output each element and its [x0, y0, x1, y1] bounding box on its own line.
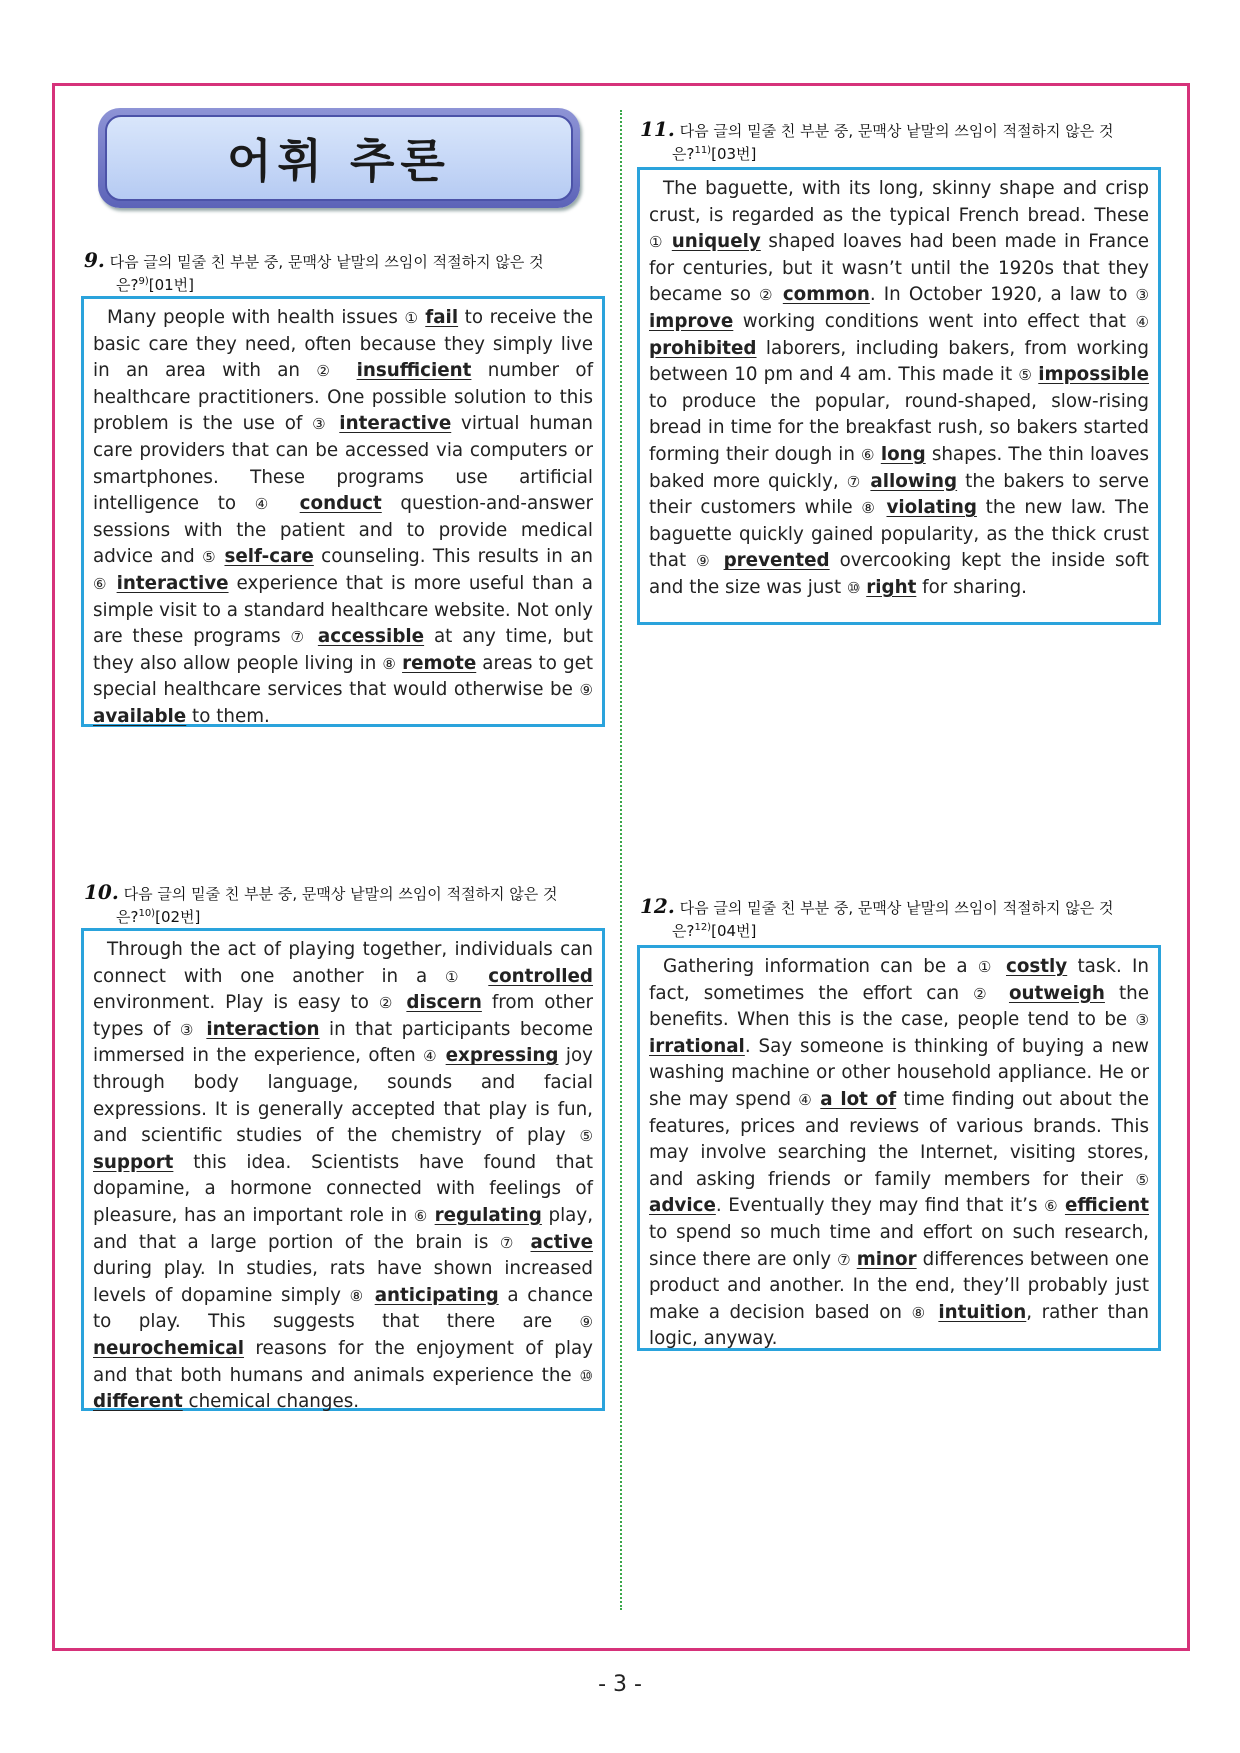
- underlined-word: insufficient: [356, 360, 472, 382]
- underlined-word: expressing: [445, 1045, 559, 1067]
- underlined-word: fail: [425, 307, 459, 328]
- passage-segment: [109, 573, 117, 594]
- passage-segment: counseling. This results in an: [313, 546, 593, 568]
- underlined-word: outweigh: [1008, 982, 1105, 1004]
- choice-marker: ②: [378, 994, 397, 1013]
- underlined-word: interaction: [206, 1018, 320, 1040]
- question-ref: [04번]: [711, 922, 757, 940]
- choice-marker: ⑩: [579, 1366, 593, 1385]
- underlined-word: remote: [402, 652, 477, 674]
- question-ref: [02번]: [155, 908, 201, 926]
- underlined-word: prohibited: [649, 337, 757, 359]
- choice-marker: ①: [444, 967, 471, 986]
- underlined-word: accessible: [317, 626, 425, 648]
- passage-box-10: [81, 928, 605, 1411]
- passage-segment: time finding out about the features, prices and reviews of various brands. This may involve searching the Internet, visiting stores, and asking friends or family members for their: [649, 1088, 1149, 1190]
- passage-segment: [470, 966, 488, 987]
- question-prompt: 다음 글의 밑줄 친 부분 중, 문맥상 낱말의 쓰임이 적절하지 않은 것: [123, 885, 558, 903]
- section-title: 어휘 추론: [227, 134, 451, 188]
- choice-marker: ⑧: [911, 1303, 929, 1322]
- passage-segment: shaped loaves had been made in France for centuries, but it wasn’t until the 1920s that they became so: [649, 231, 1150, 306]
- passage-segment: to spend so much time and effort on such research, since there are only: [649, 1221, 1149, 1270]
- page-number: - 3 -: [598, 1672, 642, 1697]
- question-ref: [01번]: [148, 276, 194, 294]
- choice-marker: ②: [316, 362, 341, 381]
- passage-box-12: [637, 945, 1161, 1351]
- passage-segment: reasons for the enjoyment of play and that both humans and animals experience the: [93, 1337, 593, 1386]
- choice-marker: ⑦: [499, 1233, 520, 1252]
- underlined-word: right: [866, 576, 917, 598]
- underlined-word: controlled: [488, 965, 594, 987]
- footnote-mark: 12): [694, 922, 712, 933]
- passage-segment: [1058, 1195, 1065, 1216]
- underlined-word: uniquely: [671, 231, 761, 253]
- passage-segment: [664, 231, 672, 252]
- underlined-word: intuition: [938, 1301, 1027, 1323]
- question-prompt-cont: 은?: [116, 908, 139, 926]
- passage-segment: [428, 1205, 435, 1226]
- choice-marker: ③: [312, 415, 330, 434]
- passage-segment: Gathering information can be a: [663, 956, 978, 977]
- passage-segment: [519, 1232, 530, 1253]
- passage-segment: [396, 992, 406, 1013]
- question-10-header: [84, 882, 604, 927]
- passage-segment: task. In fact, sometimes the effort can: [649, 956, 1150, 1004]
- choice-marker: ⑤: [579, 1127, 593, 1146]
- underlined-word: violating: [886, 497, 977, 519]
- question-prompt-cont: 은?: [672, 145, 695, 163]
- passage-segment: shapes. The thin loaves baked more quickly,: [649, 443, 1150, 492]
- choice-marker: ⑦: [290, 628, 309, 647]
- choice-marker: ⑨: [579, 1313, 593, 1332]
- underlined-word: neurochemical: [93, 1337, 245, 1359]
- passage-box-11: [637, 167, 1161, 625]
- question-prompt-cont: 은?: [116, 276, 139, 294]
- choice-marker: ④: [423, 1047, 439, 1066]
- passage-segment: play, and that a large portion of the brain is: [93, 1204, 593, 1253]
- passage-segment: [996, 956, 1006, 977]
- choice-marker: ⑧: [382, 654, 397, 673]
- passage-segment: the benefits. When this is the case, people tend to be: [649, 982, 1150, 1031]
- passage-segment: The baguette, with its long, skinny shape and crisp crust, is regarded as the typical French bread. These: [649, 178, 1149, 226]
- underlined-word: interactive: [339, 413, 452, 435]
- passage-segment: experience that is more useful than a simple visit to a standard healthcare website. Not only are these programs: [93, 572, 594, 648]
- passage-segment: [308, 626, 318, 647]
- underlined-word: different: [93, 1391, 183, 1413]
- choice-marker: ⑥: [413, 1206, 429, 1225]
- passage-segment: virtual human care providers that can be accessed via computers or smartphones. These programs use artificial intelligence to: [93, 413, 594, 515]
- question-9-header: [84, 250, 604, 295]
- choice-marker: ④: [798, 1090, 814, 1109]
- question-12-header: [640, 896, 1160, 941]
- choice-marker: ②: [973, 984, 995, 1003]
- question-prompt: 다음 글의 밑줄 친 부분 중, 문맥상 낱말의 쓰임이 적절하지 않은 것: [679, 899, 1114, 917]
- choice-marker: ⑤: [202, 548, 218, 567]
- choice-marker: ⑦: [846, 472, 863, 491]
- passage-segment: from other types of: [93, 992, 594, 1040]
- passage-segment: [281, 493, 300, 514]
- passage-segment: laborers, including bakers, from working between 10 pm and 4 am. This made it: [649, 337, 1149, 386]
- passage-segment: in that participants become immersed in the experience, often: [93, 1018, 594, 1067]
- choice-marker: ⑦: [837, 1250, 851, 1269]
- passage-segment: [197, 1019, 206, 1040]
- choice-marker: ⑨: [579, 681, 593, 700]
- passage-segment: [366, 1285, 375, 1306]
- underlined-word: discern: [406, 992, 482, 1014]
- passage-segment: to receive the basic care they need, often because they simply live in an area with an: [93, 307, 594, 382]
- passage-segment: question-and-answer sessions with the patient and to provide medical advice and: [93, 493, 594, 568]
- question-prompt-cont: 은?: [672, 922, 695, 940]
- passage-segment: [929, 1302, 939, 1323]
- passage-segment: the new law. The baguette quickly gained popularity, as the thick crust that: [649, 497, 1149, 572]
- underlined-word: impossible: [1038, 364, 1150, 386]
- question-11-header: [640, 119, 1160, 164]
- choice-marker: ③: [179, 1020, 197, 1039]
- choice-marker: ⑧: [861, 499, 878, 518]
- passage-segment: joy through body language, sounds and facial expressions. It is generally accepted that play is fun, and scientific studies of the chemistry of play: [93, 1045, 593, 1147]
- underlined-word: irrational: [649, 1035, 745, 1057]
- passage-segment: Through the act of playing together, individuals can connect with one another in a: [93, 939, 593, 987]
- passage-segment: Many people with health issues: [107, 307, 405, 328]
- choice-marker: ④: [1135, 312, 1149, 331]
- passage-segment: number of healthcare practitioners. One possible solution to this problem is the use of: [93, 360, 594, 435]
- passage-text: [649, 954, 1149, 1353]
- underlined-word: common: [782, 284, 870, 306]
- underlined-word: conduct: [299, 493, 382, 515]
- question-ref: [03번]: [711, 145, 757, 163]
- passage-segment: for sharing.: [916, 576, 1027, 598]
- passage-text: [93, 937, 593, 1416]
- choice-marker: ⑤: [1018, 366, 1033, 385]
- passage-segment: to them.: [186, 705, 270, 727]
- underlined-word: active: [530, 1231, 594, 1253]
- passage-segment: [438, 1045, 445, 1066]
- question-number: 11.: [640, 117, 675, 141]
- underlined-word: a lot of: [820, 1088, 897, 1110]
- underlined-word: efficient: [1064, 1195, 1149, 1217]
- passage-segment: , rather than logic, anyway.: [649, 1301, 1150, 1350]
- underlined-word: anticipating: [374, 1284, 499, 1306]
- passage-segment: to produce the popular, round-shaped, slow-rising bread in time for the breakfast rush, so bakers started forming their dough in: [649, 390, 1149, 465]
- question-prompt: 다음 글의 밑줄 친 부분 중, 문맥상 낱말의 쓰임이 적절하지 않은 것: [679, 122, 1114, 140]
- passage-segment: areas to get special healthcare services that would otherwise be: [93, 652, 593, 701]
- question-number: 10.: [84, 880, 119, 904]
- underlined-word: allowing: [870, 470, 958, 492]
- passage-segment: [330, 413, 340, 434]
- choice-marker: ③: [1135, 1011, 1149, 1030]
- passage-segment: . In October 1920, a law to: [869, 284, 1136, 306]
- choice-marker: ⑥: [93, 574, 109, 593]
- underlined-word: minor: [856, 1248, 917, 1270]
- question-prompt: 다음 글의 밑줄 친 부분 중, 문맥상 낱말의 쓰임이 적절하지 않은 것: [109, 253, 544, 271]
- passage-text: [649, 176, 1149, 602]
- passage-segment: . Say someone is thinking of buying a new washing machine or other household appliance. He or she may spend: [649, 1035, 1149, 1110]
- passage-segment: [714, 550, 724, 571]
- footnote-mark: 11): [694, 145, 712, 156]
- passage-segment: environment. Play is easy to: [93, 992, 379, 1014]
- choice-marker: ①: [977, 958, 996, 976]
- choice-marker: ④: [254, 495, 282, 514]
- footnote-mark: 10): [138, 908, 156, 919]
- passage-segment: chemical changes.: [182, 1391, 360, 1413]
- passage-segment: at any time, but they also allow people living in: [93, 626, 594, 674]
- choice-marker: ⑩: [846, 578, 861, 597]
- passage-segment: differences between one product and another. In the end, they’ll probably just make a decision based on: [649, 1248, 1149, 1323]
- choice-marker: ⑤: [1135, 1170, 1149, 1189]
- passage-segment: a chance to play. This suggests that there are: [93, 1284, 594, 1333]
- choice-marker: ⑥: [861, 445, 875, 464]
- passage-segment: [775, 284, 783, 305]
- underlined-word: long: [880, 443, 926, 465]
- question-number: 9.: [84, 248, 105, 272]
- passage-segment: [995, 983, 1009, 1004]
- question-number: 12.: [640, 894, 675, 918]
- underlined-word: available: [93, 705, 187, 727]
- choice-marker: ⑨: [696, 552, 714, 571]
- underlined-word: regulating: [434, 1204, 542, 1226]
- column-divider: [620, 110, 622, 1610]
- passage-segment: overcooking kept the inside soft and the size was just: [649, 550, 1150, 598]
- passage-segment: . Eventually they may find that it’s: [715, 1195, 1045, 1217]
- section-title-inner: [105, 115, 573, 201]
- underlined-word: self-care: [224, 546, 314, 568]
- passage-segment: working conditions went into effect that: [733, 310, 1136, 332]
- choice-marker: ⑥: [1044, 1197, 1059, 1216]
- footnote-mark: 9): [138, 276, 149, 287]
- choice-marker: ③: [1135, 286, 1149, 305]
- underlined-word: improve: [649, 310, 734, 332]
- underlined-word: advice: [649, 1195, 716, 1217]
- choice-marker: ⑧: [349, 1286, 366, 1305]
- passage-segment: this idea. Scientists have found that dopamine, a hormone connected with feelings of pleasure, has an important role in: [93, 1151, 593, 1226]
- passage-box-9: [81, 296, 605, 727]
- passage-segment: the bakers to serve their customers while: [649, 470, 1150, 519]
- underlined-word: costly: [1006, 956, 1068, 977]
- underlined-word: interactive: [116, 572, 229, 594]
- choice-marker: ②: [759, 286, 775, 305]
- passage-segment: [340, 360, 356, 381]
- section-title-banner: [98, 108, 580, 208]
- passage-text: [93, 305, 593, 731]
- passage-segment: during play. In studies, rats have shown increased levels of dopamine simply: [93, 1258, 593, 1306]
- underlined-word: prevented: [723, 550, 830, 572]
- choice-marker: ①: [649, 233, 665, 252]
- choice-marker: ①: [404, 309, 419, 327]
- underlined-word: support: [93, 1151, 174, 1173]
